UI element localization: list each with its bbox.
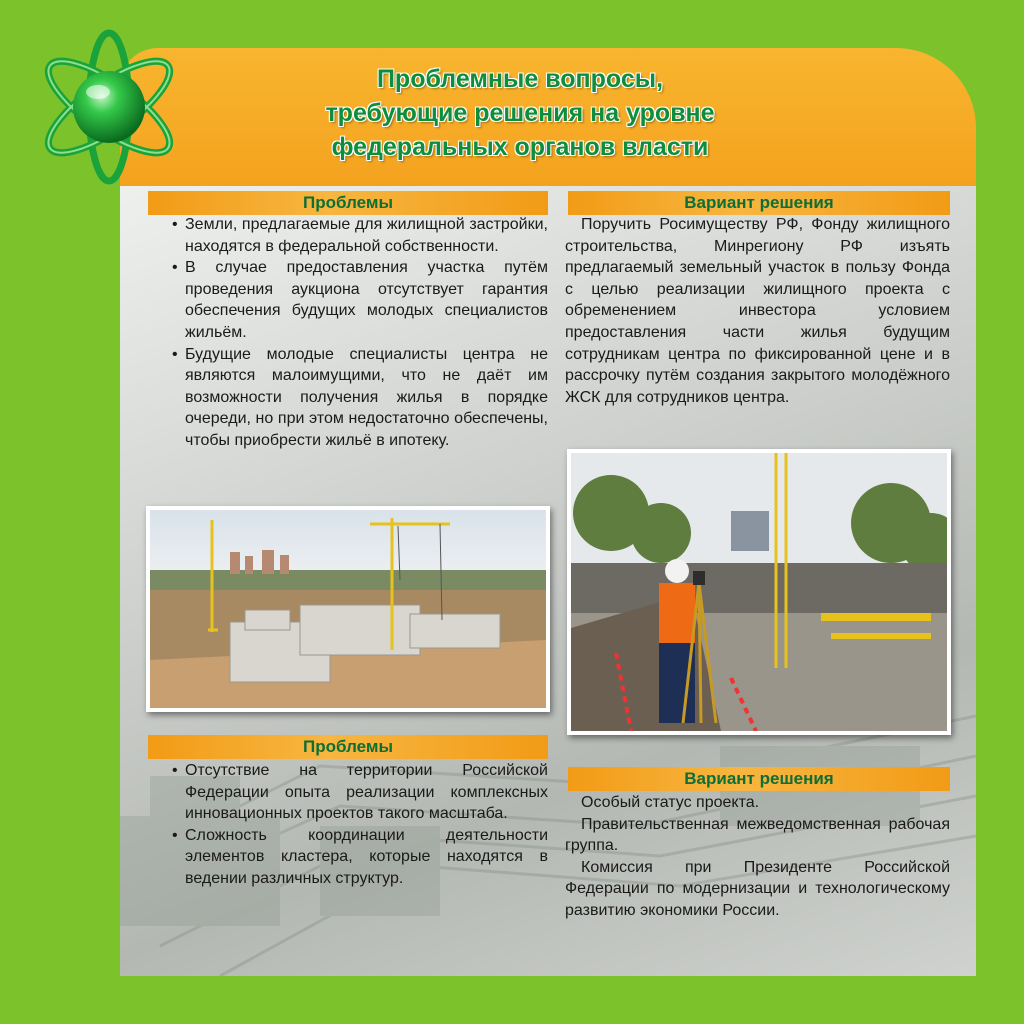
list-item: • Сложность координации деятельности элементов кластера, которые находятся в ведении различных структур.: [170, 825, 548, 890]
solution-text-1: [565, 214, 950, 408]
construction-site-image-icon: [150, 510, 546, 708]
problems-list-2: [170, 760, 548, 890]
atom-logo-icon: [24, 22, 194, 192]
solution-item: Комиссия при Президенте Российской Федерации по модернизации и технологическому развитию экономики России.: [565, 858, 950, 919]
problems-label-1: Проблемы: [148, 191, 548, 215]
solution-item: Особый статус проекта.: [581, 794, 760, 811]
solution-paragraph: Поручить Росимуществу РФ, Фонду жилищного строительства, Минрегиону РФ изъять предлагаемый земельный участок в пользу Фонда с целью реализации жилищного проекта с обременением инвестора условием предоставления части жилья будущим сотрудникам центра по фиксированной цене и в рассрочку путём создания закрытого молодёжного ЖСК для сотрудников центра.: [565, 216, 950, 406]
title-line-1: Проблемные вопросы,: [376, 65, 664, 93]
problems-label-2: Проблемы: [148, 735, 548, 759]
list-item: • Будущие молодые специалисты центра не являются малоимущими, что не даёт им возможности получения жилья в порядке очереди, но при этом недостаточно обеспечены, чтобы приобрести жильё в ипотеку.: [170, 344, 548, 452]
list-item: • В случае предоставления участка путём проведения аукциона отсутствует гарантия обеспечения будущих молодых специалистов жильём.: [170, 257, 548, 343]
solution-item: Правительственная межведомственная рабочая группа.: [565, 815, 950, 855]
page-title: [260, 62, 780, 164]
list-item: • Земли, предлагаемые для жилищной застройки, находятся в федеральной собственности.: [170, 214, 548, 257]
problems-list-1: [170, 214, 548, 452]
solution-label-1: Вариант решения: [568, 191, 950, 215]
surveyor-image-icon: [571, 453, 947, 731]
solution-label-2: Вариант решения: [568, 767, 950, 791]
title-line-3: федеральных органов власти: [331, 133, 709, 161]
title-line-2: требующие решения на уровне: [325, 99, 715, 127]
construction-site-photo: [146, 506, 550, 712]
list-item: • Отсутствие на территории Российской Федерации опыта реализации комплексных инновационных проектов такого масштаба.: [170, 760, 548, 825]
solution-text-2: [565, 792, 950, 922]
surveyor-construction-photo: [567, 449, 951, 735]
